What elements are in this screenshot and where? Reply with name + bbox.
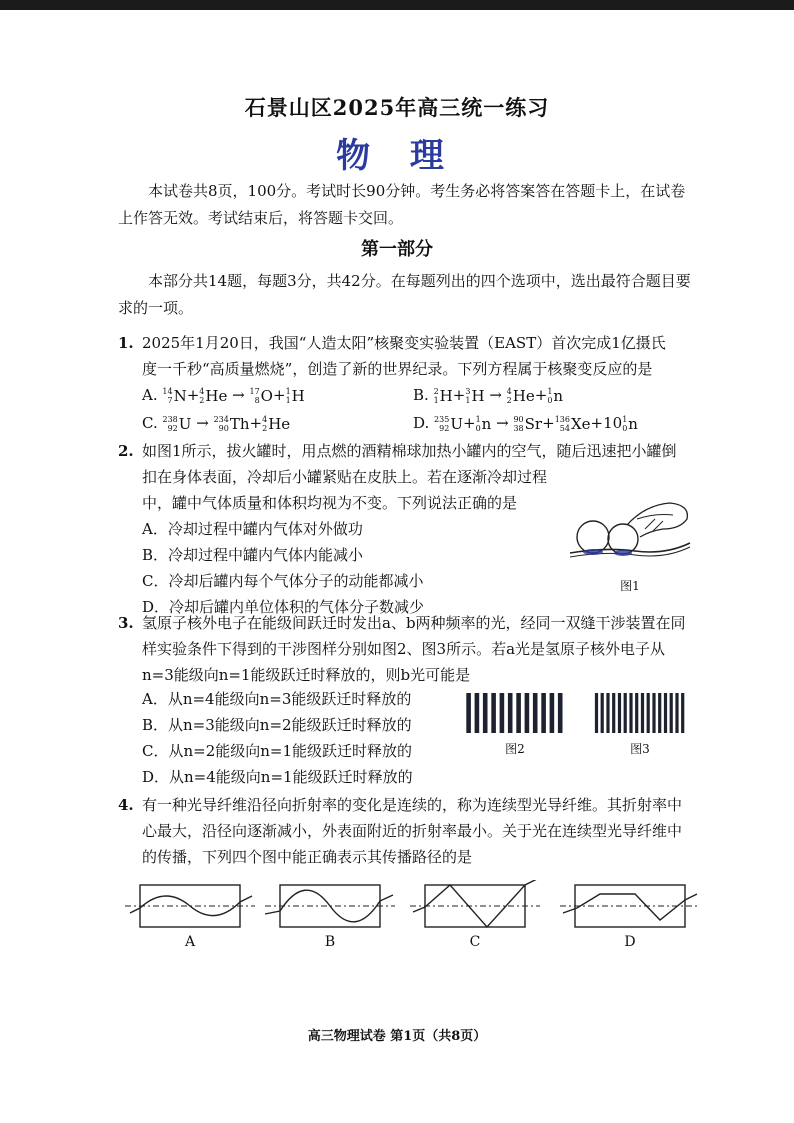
part-intro: 本部分共14题，每题3分，共42分。在每题列出的四个选项中，选出最符合题目要求的一项。: [118, 272, 691, 317]
fringe-stripe: [533, 693, 538, 733]
fringe-stripe: [466, 693, 471, 733]
question-number: 3.: [118, 614, 134, 632]
fringe-stripe: [664, 693, 667, 733]
nuclide: 3 1 H: [465, 387, 485, 405]
fringe-stripe: [606, 693, 609, 733]
nuclide: 1 1 H: [285, 387, 305, 405]
figure-label-a: A: [184, 934, 196, 950]
option-c: C．冷却后罐内每个气体分子的动能都减小: [142, 572, 424, 590]
fringe-stripe: [670, 693, 673, 733]
option-a: A．从n=4能级向n=3能级跃迁时释放的: [142, 690, 412, 708]
option-a: A．冷却过程中罐内气体对外做功: [142, 520, 363, 538]
fringe-stripe: [612, 693, 615, 733]
question-text-line: 如图1所示，拔火罐时，用点燃的酒精棉球加热小罐内的空气，随后迅速把小罐倒: [142, 442, 677, 460]
question-text-line: 的传播，下列四个图中能正确表示其传播路径的是: [142, 848, 473, 866]
question-text-line: 中，罐中气体质量和体积均视为不变。下列说法正确的是: [142, 494, 518, 512]
fringe-stripe: [483, 693, 488, 733]
nuclide: 2 1 H: [433, 387, 453, 405]
nuclide: 14 7 N: [162, 387, 187, 405]
nuclide: 17 8 O: [249, 387, 273, 405]
instructions: 本试卷共8页，100分。考试时长90分钟。考生务必将答案答在答题卡上，在试卷上作答无效。考试结束后，将答题卡交回。: [118, 182, 686, 227]
option-c: C. 238 92 U → 234 90 Th + 4 2 He: [142, 410, 290, 437]
cupping-figure: [565, 485, 695, 570]
question-text-line: 度一千秒“高质量燃烧”，创造了新的世界纪录。下列方程属于核聚变反应的是: [142, 360, 653, 378]
scan-edge: [0, 0, 794, 10]
nuclide: 4 2 He: [262, 415, 291, 433]
figure-label-b: B: [324, 934, 336, 950]
fringe-stripe: [658, 693, 661, 733]
subject-title: 物 理: [336, 136, 458, 176]
figure-label: 图3: [630, 742, 650, 756]
option-label: A.: [142, 386, 158, 404]
question-text-line: 心最大，沿径向逐渐减小，外表面附近的折射率最小。关于光在连续型光导纤维中: [142, 822, 683, 840]
option-label: B.: [413, 386, 429, 404]
nuclide: 235 92 U: [434, 415, 463, 433]
question-text-line: 有一种光导纤维沿径向折射率的变化是连续的，称为连续型光导纤维。其折射率中: [142, 796, 683, 814]
question-text-line: 氢原子核外电子在能级间跃迁时发出a、b两种频率的光，经同一双缝干涉装置在同: [142, 614, 686, 632]
option-label: D.: [413, 414, 430, 432]
option-b: B. 2 1 H + 3 1 H → 4 2 He + 1 0 n: [413, 382, 563, 409]
option-d: D. 235 92 U + 1 0 n → 90 38 Sr + 136 54 Xe +10 1 0 n: [413, 410, 638, 437]
figure-label: 图2: [505, 742, 525, 756]
fringe-stripe: [595, 693, 598, 733]
fringe-stripe: [491, 693, 496, 733]
nuclide: 4 2 He: [506, 387, 535, 405]
fringe-stripe: [635, 693, 638, 733]
question-text-line: 扣在身体表面，冷却后小罐紧贴在皮肤上。若在逐渐冷却过程: [142, 468, 548, 486]
option-c: C．从n=2能级向n=1能级跃迁时释放的: [142, 742, 413, 760]
option-b: B．冷却过程中罐内气体内能减小: [142, 546, 364, 564]
nuclide: 234 90 Th: [213, 415, 250, 433]
fringe-stripe: [681, 693, 684, 733]
option-a: A. 14 7 N + 4 2 He → 17 8 O + 1 1 H: [142, 382, 305, 409]
fringe-stripe: [508, 693, 513, 733]
option-label: C.: [142, 414, 158, 432]
page-footer: 高三物理试卷 第1页（共8页）: [307, 1029, 487, 1044]
fringe-stripe: [525, 693, 530, 733]
figure-label: 图1: [620, 579, 640, 593]
fringe-stripe: [475, 693, 480, 733]
option-d: D．从n=4能级向n=1能级跃迁时释放的: [142, 768, 413, 786]
fringe-pattern-b: [594, 693, 686, 733]
fringe-stripe: [516, 693, 521, 733]
fiber-diagram-c: [410, 880, 540, 927]
figure-label-d: D: [624, 934, 636, 950]
fringe-stripe: [647, 693, 650, 733]
nuclide: 4 2 He: [199, 387, 228, 405]
fringe-pattern-a: [465, 693, 565, 733]
nuclide: 136 54 Xe: [554, 415, 591, 433]
nuclide: 1 0 n: [475, 415, 492, 433]
fringe-stripe: [675, 693, 678, 733]
fringe-stripe: [558, 693, 563, 733]
nuclide: 1 0 n: [622, 415, 638, 433]
question-number: 2.: [118, 442, 134, 460]
fiber-diagrams: [125, 880, 700, 940]
fringe-stripe: [629, 693, 632, 733]
option-d: D．冷却后罐内单位体积的气体分子数减少: [142, 598, 425, 616]
fiber-diagram-d: [560, 885, 697, 927]
question-number: 1.: [118, 334, 134, 352]
fringe-stripe: [618, 693, 621, 733]
fringe-stripe: [641, 693, 644, 733]
exam-title: 石景山区2025年高三统一练习: [244, 95, 550, 120]
figure-label-c: C: [469, 934, 481, 950]
fringe-stripe: [500, 693, 505, 733]
fringe-stripe: [652, 693, 655, 733]
fringe-stripe: [601, 693, 604, 733]
fringe-stripe: [541, 693, 546, 733]
fiber-diagram-a: [125, 885, 255, 927]
question-text-line: n=3能级向n=1能级跃迁时释放的，则b光可能是: [142, 666, 471, 684]
nuclide: 90 38 Sr: [513, 415, 543, 433]
fringe-stripe: [624, 693, 627, 733]
fiber-diagram-b: [265, 885, 395, 927]
nuclide: 238 92 U: [162, 415, 192, 433]
question-text-line: 2025年1月20日，我国“人造太阳”核聚变实验装置（EAST）首次完成1亿摄氏: [142, 334, 666, 352]
option-b: B．从n=3能级向n=2能级跃迁时释放的: [142, 716, 412, 734]
nuclide: 1 0 n: [547, 387, 564, 405]
cup-icon: [577, 521, 609, 553]
question-text-line: 样实验条件下得到的干涉图样分别如图2、图3所示。若a光是氢原子核外电子从: [142, 640, 666, 658]
fringe-stripe: [550, 693, 555, 733]
question-number: 4.: [118, 796, 134, 814]
part-title: 第一部分: [361, 239, 433, 260]
